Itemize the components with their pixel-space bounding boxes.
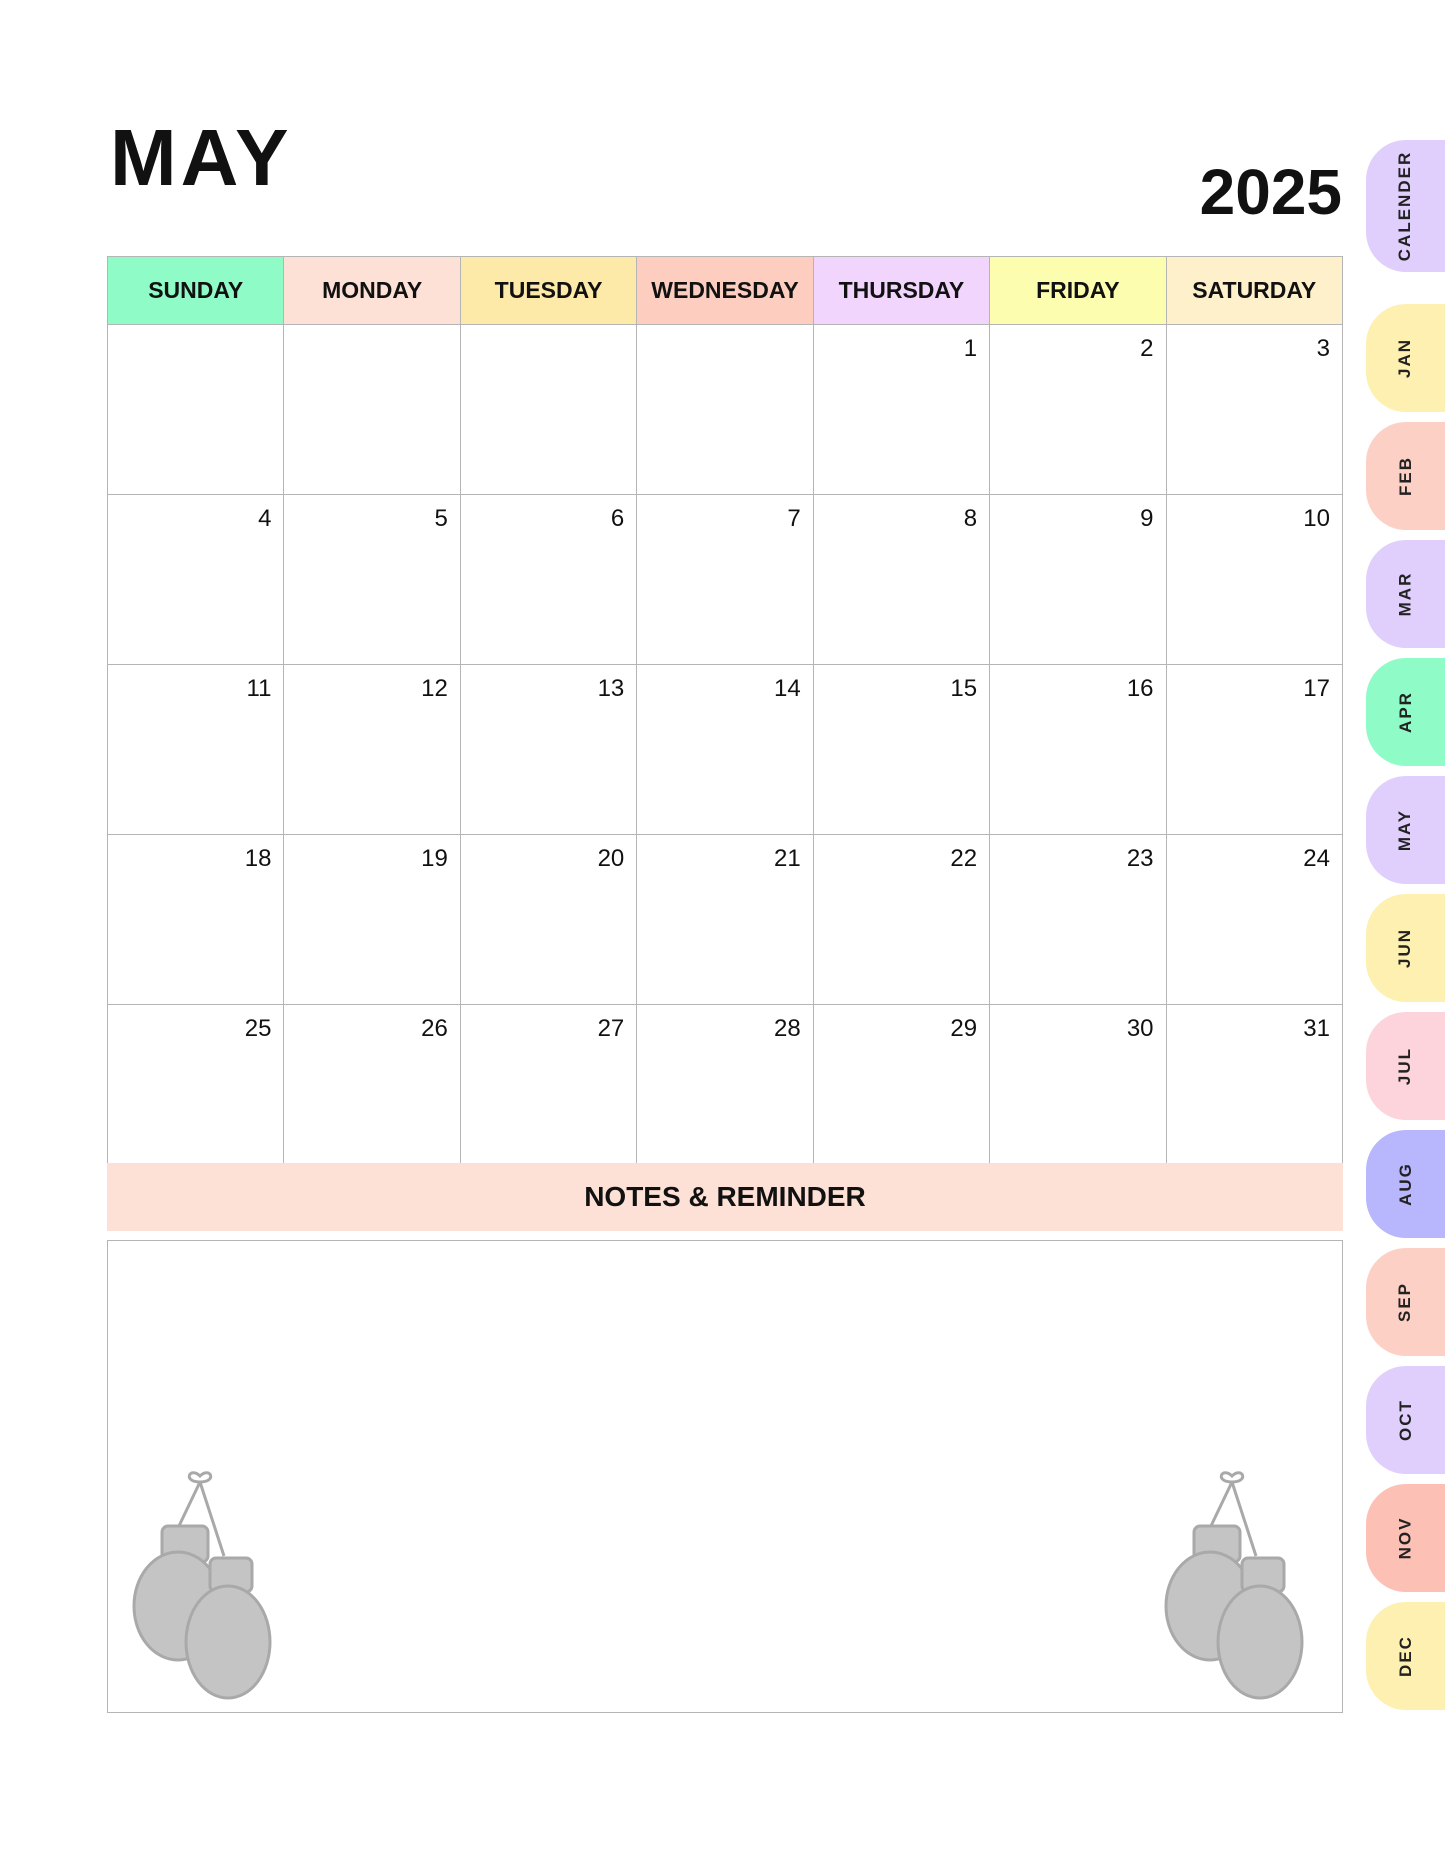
tab-calender[interactable] — [1366, 140, 1445, 272]
day-cell[interactable] — [108, 325, 284, 495]
day-cell[interactable]: 26 — [284, 1005, 460, 1175]
day-cell[interactable]: 30 — [990, 1005, 1166, 1175]
day-cell[interactable]: 7 — [637, 495, 813, 665]
weekday-header-thursday: THURSDAY — [813, 257, 989, 325]
tab-sep[interactable] — [1366, 1248, 1445, 1356]
day-cell[interactable] — [284, 325, 460, 495]
day-cell[interactable]: 4 — [108, 495, 284, 665]
day-cell[interactable]: 21 — [637, 835, 813, 1005]
notes-area[interactable] — [107, 1240, 1343, 1713]
month-title: MAY — [110, 113, 293, 202]
tab-aug[interactable] — [1366, 1130, 1445, 1238]
day-cell[interactable]: 8 — [813, 495, 989, 665]
weekday-header-monday: MONDAY — [284, 257, 460, 325]
day-cell[interactable]: 27 — [460, 1005, 636, 1175]
day-cell[interactable]: 19 — [284, 835, 460, 1005]
tab-label: CALENDER — [1395, 150, 1415, 262]
weekday-header-sunday: SUNDAY — [108, 257, 284, 325]
weekday-header-tuesday: TUESDAY — [460, 257, 636, 325]
week-row — [108, 325, 1343, 495]
tab-feb[interactable] — [1366, 422, 1445, 530]
tab-label: JUL — [1395, 1046, 1415, 1086]
day-cell[interactable]: 23 — [990, 835, 1166, 1005]
day-cell[interactable]: 17 — [1166, 665, 1342, 835]
tab-jun[interactable] — [1366, 894, 1445, 1002]
tab-label: SEP — [1395, 1281, 1415, 1323]
year-title: 2025 — [1199, 156, 1342, 228]
tab-mar[interactable] — [1366, 540, 1445, 648]
tab-may[interactable] — [1366, 776, 1445, 884]
tab-jan[interactable] — [1366, 304, 1445, 412]
tab-label: MAY — [1395, 808, 1415, 852]
day-cell[interactable]: 25 — [108, 1005, 284, 1175]
day-cell[interactable]: 11 — [108, 665, 284, 835]
month-tabs — [1366, 0, 1445, 1871]
day-cell[interactable]: 2 — [990, 325, 1166, 495]
tab-label: NOV — [1395, 1516, 1415, 1560]
day-cell[interactable]: 13 — [460, 665, 636, 835]
day-cell[interactable] — [460, 325, 636, 495]
day-cell[interactable]: 15 — [813, 665, 989, 835]
tab-label: FEB — [1395, 456, 1415, 496]
day-cell[interactable]: 9 — [990, 495, 1166, 665]
day-cell[interactable]: 20 — [460, 835, 636, 1005]
tab-label: JUN — [1395, 927, 1415, 969]
tab-apr[interactable] — [1366, 658, 1445, 766]
day-cell[interactable]: 1 — [813, 325, 989, 495]
week-row — [108, 1005, 1343, 1175]
day-cell[interactable]: 12 — [284, 665, 460, 835]
boxing-gloves-icon — [128, 1466, 288, 1706]
day-cell[interactable]: 18 — [108, 835, 284, 1005]
week-row — [108, 665, 1343, 835]
tab-label: APR — [1395, 691, 1415, 733]
day-cell[interactable]: 28 — [637, 1005, 813, 1175]
boxing-gloves-icon — [1160, 1466, 1320, 1706]
weekday-header-wednesday: WEDNESDAY — [637, 257, 813, 325]
tab-oct[interactable] — [1366, 1366, 1445, 1474]
day-cell[interactable]: 16 — [990, 665, 1166, 835]
tab-label: OCT — [1395, 1399, 1415, 1441]
weekday-header-row — [108, 257, 1343, 325]
tab-label: AUG — [1395, 1162, 1415, 1206]
tab-nov[interactable] — [1366, 1484, 1445, 1592]
tab-jul[interactable] — [1366, 1012, 1445, 1120]
week-row — [108, 495, 1343, 665]
tab-dec[interactable] — [1366, 1602, 1445, 1710]
notes-title: NOTES & REMINDER — [107, 1163, 1343, 1231]
day-cell[interactable]: 31 — [1166, 1005, 1342, 1175]
weekday-header-saturday: SATURDAY — [1166, 257, 1342, 325]
day-cell[interactable]: 6 — [460, 495, 636, 665]
day-cell[interactable]: 10 — [1166, 495, 1342, 665]
day-cell[interactable]: 24 — [1166, 835, 1342, 1005]
day-cell[interactable]: 14 — [637, 665, 813, 835]
weekday-header-friday: FRIDAY — [990, 257, 1166, 325]
day-cell[interactable]: 22 — [813, 835, 989, 1005]
tab-label: MAR — [1395, 571, 1415, 617]
tab-label: DEC — [1395, 1635, 1415, 1677]
day-cell[interactable] — [637, 325, 813, 495]
day-cell[interactable]: 3 — [1166, 325, 1342, 495]
week-row — [108, 835, 1343, 1005]
day-cell[interactable]: 29 — [813, 1005, 989, 1175]
day-cell[interactable]: 5 — [284, 495, 460, 665]
calendar-grid — [107, 256, 1343, 1175]
tab-label: JAN — [1395, 337, 1415, 379]
